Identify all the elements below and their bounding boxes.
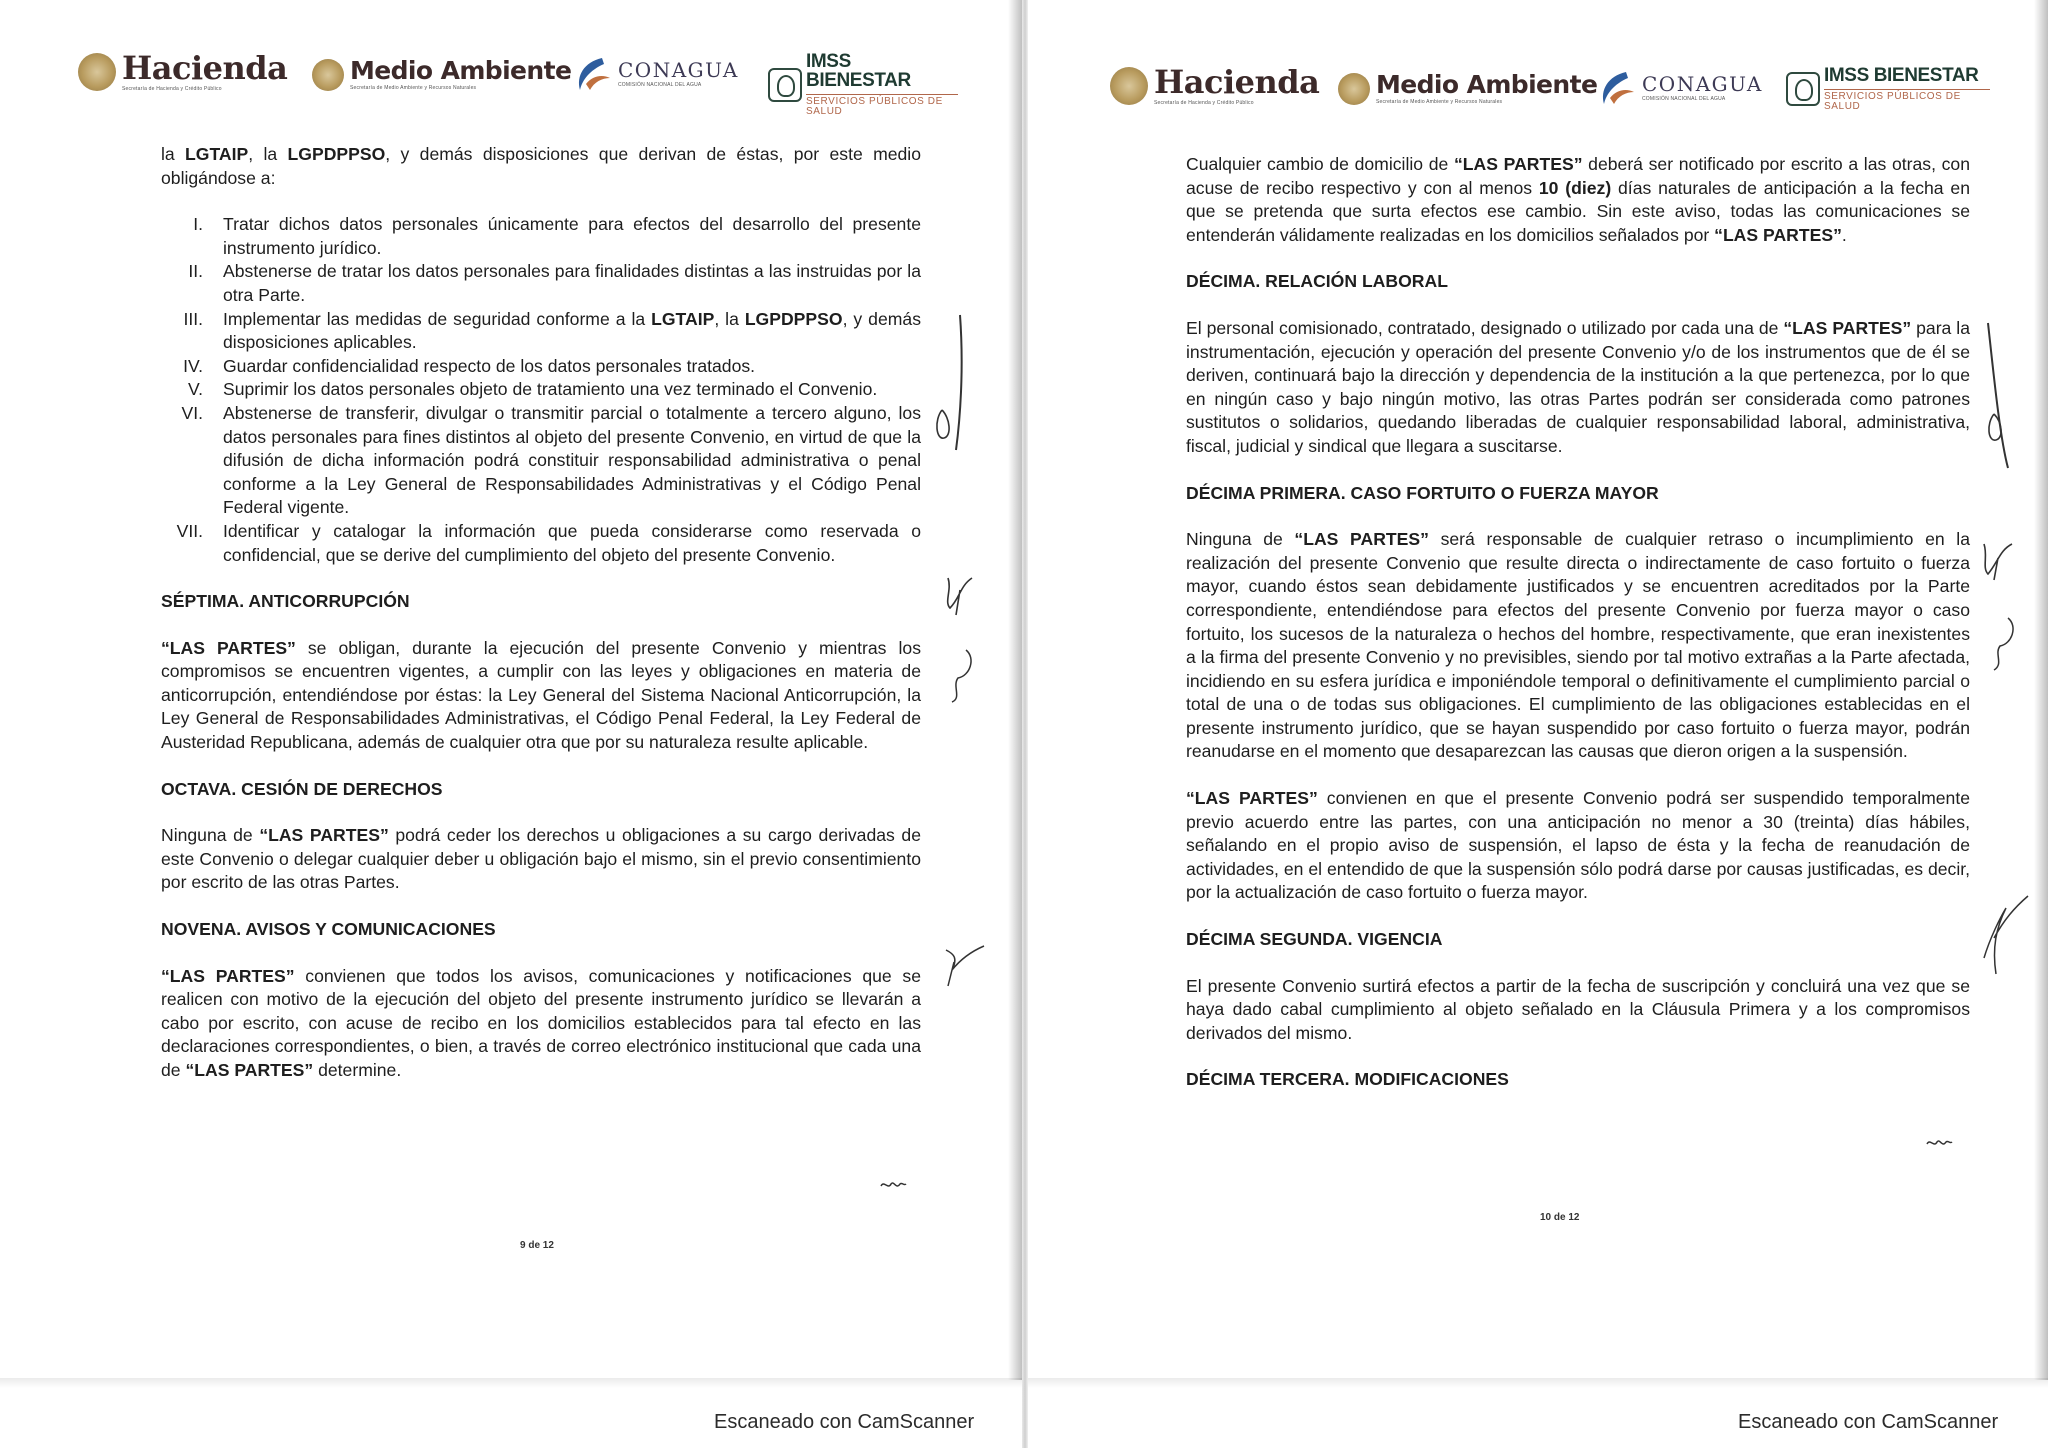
imss-name: IMSS BIENESTAR <box>806 51 911 91</box>
list-item: II. Abstenerse de tratar los datos personales para finalidades distintas a las instruidas por la otra Parte. <box>188 261 921 305</box>
list-item: V. Suprimir los datos personales objeto de tratamiento una vez terminado el Convenio. <box>187 379 878 400</box>
conagua-subtitle: COMISIÓN NACIONAL DEL AGUA <box>618 82 702 88</box>
section-heading-octava: OCTAVA. CESIÓN DE DERECHOS <box>161 778 443 799</box>
imss-bienestar-logo <box>1786 66 1990 112</box>
conagua-logo <box>1596 68 1763 108</box>
list-item: VII. Identificar y catalogar la información que pueda considerarse como reservada o confidencial, que se derive del cumplimiento del objeto del presente Convenio. <box>176 520 921 565</box>
margin-signature-icon <box>1948 318 2032 978</box>
decima-paragraph: El personal comisionado, contratado, designado o utilizado por cada una de “LAS PARTES” para la instrumentación, ejecución y operación del presente Convenio y/o de los instrumentos que de él se deriven, continuará bajo la dirección y dependencia de la institución a la que pertenezca, por lo que en ningún caso y bajo ningún motivo, las otras Partes podrán ser considerada como patrones sustitutos o solidarios, quedando liberadas de cualquier responsabilidad laboral, administrativa, fiscal, judicial y sindical que llegara a suscitarse. <box>1186 317 1970 456</box>
list-item: I. Tratar dichos datos personales únicamente para efectos del desarrollo del presente instrumento jurídico. <box>193 214 921 258</box>
initials-mark-icon <box>1924 1134 1954 1154</box>
section-heading-septima: SÉPTIMA. ANTICORRUPCIÓN <box>161 591 410 612</box>
obligations-list <box>161 213 921 567</box>
document-page-right <box>1028 0 2048 1448</box>
imss-emblem-icon <box>768 68 802 102</box>
decima-segunda-paragraph: El presente Convenio surtirá efectos a partir de la fecha de suscripción y concluirá una vez que se haya dado cabal cumplimiento al objeto señalado en la Cláusula Primera y a los compromisos derivados del mismo. <box>1186 975 1970 1043</box>
decima-primera-paragraph-2: “LAS PARTES” convienen en que el presente Convenio podrá ser suspendido temporalmente previo acuerdo entre las partes, con una anticipación no menor a 30 (treinta) días hábiles, señalando en el propio aviso de suspensión, el lapso de ésta y la fecha de reanudación de actividades, en el entendido de que la suspensión sólo podrá darse por causas justificadas, es decir, por la actualización de caso fortuito o fuerza mayor. <box>1186 788 1971 903</box>
list-item: III. Implementar las medidas de seguridad conforme a la LGTAIP, la LGPDPPSO, y demás disposiciones aplicables. <box>183 308 921 353</box>
medio-ambiente-subtitle: Secretaría de Medio Ambiente y Recursos Naturales <box>1376 99 1503 105</box>
seal-icon <box>312 59 344 91</box>
page-bottom-shadow <box>0 1378 1022 1388</box>
camscanner-watermark: Escaneado con CamScanner <box>1738 1411 1999 1433</box>
hacienda-name: Hacienda <box>1154 63 1320 101</box>
seal-icon <box>78 53 116 91</box>
page-number: 10 de 12 <box>1540 1212 1580 1223</box>
medio-ambiente-name: Medio Ambiente <box>350 56 572 85</box>
imss-emblem-icon <box>1786 72 1820 106</box>
imss-bienestar-logo <box>768 52 958 117</box>
conagua-wave-icon <box>1596 68 1636 108</box>
margin-signature-icon <box>930 310 1000 1040</box>
conagua-wave-icon <box>572 54 612 94</box>
list-item: IV. Guardar confidencialidad respecto de los datos personales tratados. <box>183 355 756 376</box>
conagua-subtitle: COMISIÓN NACIONAL DEL AGUA <box>1642 96 1726 102</box>
page-header <box>78 49 958 117</box>
page-body <box>1186 153 1970 1115</box>
page-bottom-shadow <box>1028 1378 2048 1388</box>
imss-name: IMSS BIENESTAR <box>1824 65 1979 86</box>
page-header <box>1110 63 1990 126</box>
hacienda-logo <box>1110 63 1320 106</box>
hacienda-subtitle: Secretaría de Hacienda y Crédito Público <box>1154 100 1254 106</box>
page-edge-shadow <box>2034 0 2048 1380</box>
section-heading-decima: DÉCIMA. RELACIÓN LABORAL <box>1186 271 1448 292</box>
section-heading-decima-tercera: DÉCIMA TERCERA. MODIFICACIONES <box>1186 1069 1509 1090</box>
page-number: 9 de 12 <box>520 1240 554 1251</box>
decima-primera-paragraph: Ninguna de “LAS PARTES” será responsable de cualquier retraso o incumplimiento en la realización del presente Convenio que resulte directa o indirectamente de caso fortuito o fuerza mayor, cuando éstos sean debidamente justificados y se encuentren acreditados por la Parte correspondiente, entendiéndose para efectos del presente Convenio por fuerza mayor o caso fortuito, los sucesos de la naturaleza o hechos del hombre, respectivamente, que eran inexistentes a la firma del presente Convenio y no previsibles, siendo por tal motivo extrañas a la Parte afectada, incidiendo en su esfera jurídica e imponiéndole temporal o definitivamente el cumplimiento parcial o total de una o de todas sus obligaciones. El cumplimiento de las obligaciones establecidas en el presente instrumento jurídico, que se hayan suspendido por caso fortuito o fuerza mayor, podrán reanudarse en el momento que desaparezcan las causas que dieron origen a la suspensión. <box>1186 529 1970 762</box>
page-body <box>161 143 921 1106</box>
imss-subtitle: SERVICIOS PÚBLICOS DE SALUD <box>806 94 958 117</box>
imss-subtitle: SERVICIOS PÚBLICOS DE SALUD <box>1824 89 1990 112</box>
list-item: VI. Abstenerse de transferir, divulgar o transmitir parcial o totalmente a tercero alguno, los datos personales para fines distintos al objeto del presente Convenio, en virtud de que la difusión de dicha información podrá constituir responsabilidad administrativa o penal conforme a la Ley General de Responsabilidades Administrativas y el Código Penal Federal vigente. <box>181 402 921 518</box>
document-page-left <box>0 0 1022 1448</box>
section-heading-novena: NOVENA. AVISOS Y COMUNICACIONES <box>161 919 496 940</box>
initials-mark-icon <box>878 1176 908 1196</box>
hacienda-subtitle: Secretaría de Hacienda y Crédito Público <box>122 86 222 92</box>
novena-paragraph: “LAS PARTES” convienen que todos los avisos, comunicaciones y notificaciones que se realicen con motivo de la ejecución del objeto del presente instrumento jurídico se llevarán a cabo por escrito, con acuse de recibo en los domicilios establecidos para tal efecto en las declaraciones correspondientes, o bien, a través de correo electrónico institucional que cada una de “LAS PARTES” determine. <box>161 965 921 1080</box>
section-heading-decima-primera: DÉCIMA PRIMERA. CASO FORTUITO O FUERZA MAYOR <box>1186 482 1659 503</box>
camscanner-watermark: Escaneado con CamScanner <box>714 1411 975 1433</box>
section-heading-decima-segunda: DÉCIMA SEGUNDA. VIGENCIA <box>1186 929 1443 950</box>
septima-paragraph: “LAS PARTES” se obligan, durante la ejecución del presente Convenio y mientras los compromisos se encuentren vigentes, a cumplir con las leyes y obligaciones en materia de anticorrupción, entendiéndose por éstas: la Ley General del Sistema Nacional Anticorrupción, la Ley General de Responsabilidades Administrativas, el Código Penal Federal, la Ley Federal de Austeridad Republicana, además de cualquier otra que por su naturaleza resulte aplicable. <box>161 637 921 753</box>
domicilio-paragraph: Cualquier cambio de domicilio de “LAS PARTES” deberá ser notificado por escrito a las otras, con acuse de recibo respectivo y con al menos 10 (diez) días naturales de anticipación a la fecha en que se pretenda que surta efectos ese cambio. Sin este aviso, todas las comunicaciones se entenderán válidamente realizadas en los domicilios señalados por “LAS PARTES”. <box>1186 154 1971 245</box>
hacienda-logo <box>78 49 288 92</box>
octava-paragraph: Ninguna de “LAS PARTES” podrá ceder los derechos u obligaciones a su cargo derivadas de este Convenio o delegar cualquier deber u obligación bajo el mismo, sin el previo consentimiento por escrito de las otras Partes. <box>161 825 921 893</box>
intro-paragraph: la LGTAIP, la LGPDPPSO, y demás disposiciones que derivan de éstas, por este medio obligándose a: <box>161 144 922 188</box>
hacienda-name: Hacienda <box>122 49 288 87</box>
medio-ambiente-subtitle: Secretaría de Medio Ambiente y Recursos Naturales <box>350 85 477 91</box>
seal-icon <box>1338 73 1370 105</box>
seal-icon <box>1110 67 1148 105</box>
medio-ambiente-logo <box>1338 72 1597 105</box>
medio-ambiente-logo <box>312 58 571 91</box>
conagua-logo <box>572 54 739 94</box>
conagua-name: CONAGUA <box>618 58 739 82</box>
conagua-name: CONAGUA <box>1642 72 1763 96</box>
page-edge-shadow <box>1008 0 1022 1380</box>
medio-ambiente-name: Medio Ambiente <box>1376 70 1598 99</box>
